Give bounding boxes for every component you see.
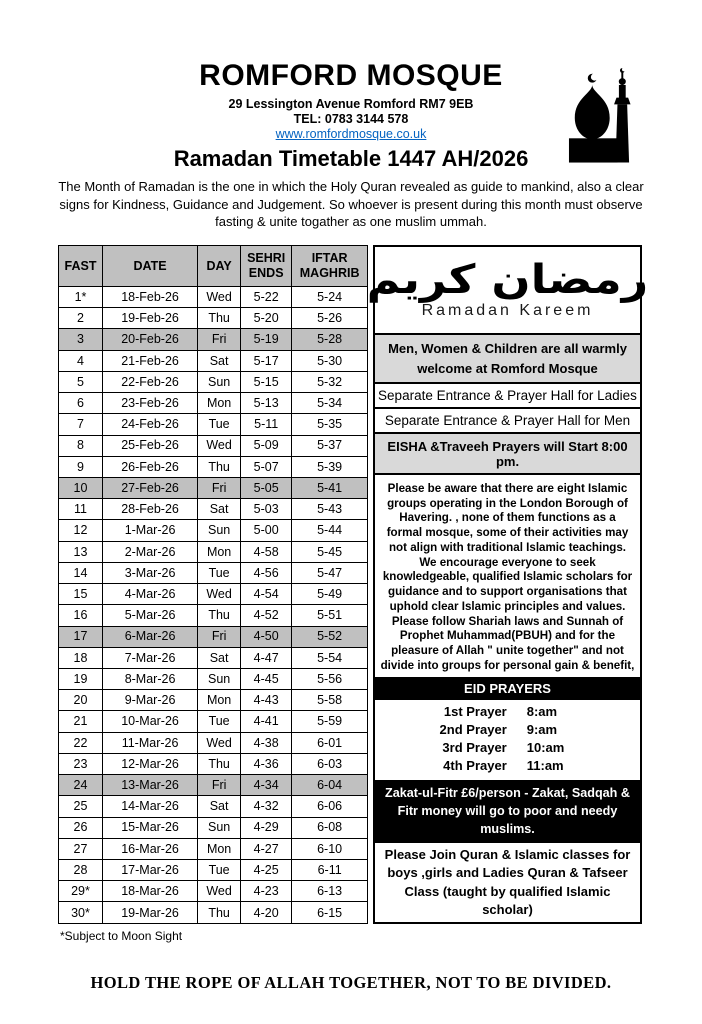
cell-fast: 11 <box>59 499 103 520</box>
document-subtitle: Ramadan Timetable 1447 AH/2026 <box>173 146 529 171</box>
column-header-iftar: IFTAR MAGHRIB <box>292 246 368 287</box>
cell-fast: 17 <box>59 626 103 647</box>
cell-fast: 16 <box>59 605 103 626</box>
cell-date: 18-Mar-26 <box>102 881 197 902</box>
cell-fast: 30* <box>59 902 103 924</box>
cell-iftar: 5-28 <box>292 329 368 350</box>
cell-fast: 21 <box>59 711 103 732</box>
cell-sehri: 4-23 <box>241 881 292 902</box>
cell-day: Mon <box>198 838 241 859</box>
eid-prayer-time: 8:am <box>526 704 558 720</box>
classes-notice: Please Join Quran & Islamic classes for boys ,girls and Ladies Quran & Tafseer Class (taught by qualified Islamic scholar) <box>375 841 640 922</box>
cell-fast: 12 <box>59 520 103 541</box>
cell-iftar: 5-39 <box>292 456 368 477</box>
cell-fast: 27 <box>59 838 103 859</box>
cell-date: 11-Mar-26 <box>102 732 197 753</box>
cell-sehri: 4-45 <box>241 668 292 689</box>
cell-iftar: 6-01 <box>292 732 368 753</box>
cell-day: Fri <box>198 626 241 647</box>
cell-sehri: 5-00 <box>241 520 292 541</box>
table-row <box>59 456 368 477</box>
cell-fast: 14 <box>59 562 103 583</box>
cell-day: Wed <box>198 732 241 753</box>
address-line: 29 Lessington Avenue Romford RM7 9EB <box>228 97 474 111</box>
cell-fast: 5 <box>59 371 103 392</box>
cell-iftar: 6-03 <box>292 753 368 774</box>
cell-iftar: 5-30 <box>292 350 368 371</box>
cell-date: 5-Mar-26 <box>102 605 197 626</box>
cell-day: Fri <box>198 775 241 796</box>
table-row <box>59 732 368 753</box>
cell-fast: 9 <box>59 456 103 477</box>
footer-quote: HOLD THE ROPE OF ALLAH TOGETHER, NOT TO BE DIVIDED. <box>90 973 612 992</box>
cell-iftar: 5-34 <box>292 393 368 414</box>
cell-day: Sun <box>198 520 241 541</box>
cell-fast: 2 <box>59 308 103 329</box>
cell-date: 3-Mar-26 <box>102 562 197 583</box>
table-row <box>59 287 368 308</box>
eid-prayer-label: 4th Prayer <box>443 758 507 774</box>
cell-day: Sun <box>198 668 241 689</box>
cell-date: 28-Feb-26 <box>102 499 197 520</box>
cell-sehri: 4-20 <box>241 902 292 924</box>
table-row <box>59 817 368 838</box>
cell-sehri: 5-19 <box>241 329 292 350</box>
website-link[interactable]: www.romfordmosque.co.uk <box>275 127 427 141</box>
table-row <box>59 308 368 329</box>
cell-iftar: 5-58 <box>292 690 368 711</box>
cell-fast: 10 <box>59 478 103 499</box>
cell-iftar: 5-41 <box>292 478 368 499</box>
cell-iftar: 5-52 <box>292 626 368 647</box>
intro-paragraph: The Month of Ramadan is the one in which the Holy Quran revealed as guide to mankind, also a clear signs for Kindness, Guidance and Judgement. So whoever is present during this month must observe fasting & unite togather as one muslim ummah. <box>58 179 644 230</box>
cell-fast: 26 <box>59 817 103 838</box>
cell-date: 6-Mar-26 <box>102 626 197 647</box>
cell-date: 18-Feb-26 <box>102 287 197 308</box>
table-row <box>59 711 368 732</box>
ladies-entrance-notice: Separate Entrance & Prayer Hall for Ladies <box>375 382 640 407</box>
cell-sehri: 5-15 <box>241 371 292 392</box>
table-row <box>59 584 368 605</box>
ramadan-kareem-label: Ramadan Kareem <box>421 302 594 320</box>
table-row <box>59 775 368 796</box>
cell-fast: 6 <box>59 393 103 414</box>
table-row <box>59 435 368 456</box>
moon-sight-footnote: *Subject to Moon Sight <box>60 929 183 943</box>
cell-day: Fri <box>198 329 241 350</box>
cell-day: Wed <box>198 881 241 902</box>
cell-date: 19-Mar-26 <box>102 902 197 924</box>
cell-day: Sat <box>198 499 241 520</box>
cell-iftar: 5-32 <box>292 371 368 392</box>
cell-date: 23-Feb-26 <box>102 393 197 414</box>
cell-fast: 4 <box>59 350 103 371</box>
cell-day: Sat <box>198 796 241 817</box>
cell-iftar: 5-43 <box>292 499 368 520</box>
cell-date: 14-Mar-26 <box>102 796 197 817</box>
cell-sehri: 5-20 <box>241 308 292 329</box>
cell-sehri: 5-17 <box>241 350 292 371</box>
cell-day: Mon <box>198 541 241 562</box>
cell-day: Wed <box>198 584 241 605</box>
table-row <box>59 329 368 350</box>
telephone-line: TEL: 0783 3144 578 <box>293 112 409 126</box>
eid-prayers-heading: EID PRAYERS <box>375 677 640 698</box>
cell-date: 9-Mar-26 <box>102 690 197 711</box>
cell-sehri: 4-54 <box>241 584 292 605</box>
eid-prayer-label: 2nd Prayer <box>439 722 507 738</box>
ramadan-timetable <box>58 245 368 924</box>
cell-sehri: 4-47 <box>241 647 292 668</box>
cell-fast: 20 <box>59 690 103 711</box>
cell-day: Thu <box>198 605 241 626</box>
welcome-notice: Men, Women & Children are all warmly welcome at Romford Mosque <box>375 333 640 382</box>
cell-date: 4-Mar-26 <box>102 584 197 605</box>
cell-sehri: 5-13 <box>241 393 292 414</box>
table-row <box>59 838 368 859</box>
cell-day: Tue <box>198 711 241 732</box>
cell-date: 16-Mar-26 <box>102 838 197 859</box>
men-entrance-notice: Separate Entrance & Prayer Hall for Men <box>375 407 640 432</box>
community-notice-part2: Please follow Shariah laws and Sunnah of Prophet Muhammad(PBUH) and for the pleasure of Allah " unite together" and not divide into groups for personal gain & benefit, <box>380 614 635 672</box>
cell-iftar: 5-49 <box>292 584 368 605</box>
cell-fast: 1* <box>59 287 103 308</box>
table-row <box>59 371 368 392</box>
cell-iftar: 6-06 <box>292 796 368 817</box>
zakat-notice: Zakat-ul-Fitr £6/person - Zakat, Sadqah & Fitr money will go to poor and needy muslims. <box>375 780 640 841</box>
eid-prayer-row <box>375 757 640 775</box>
cell-fast: 22 <box>59 732 103 753</box>
cell-day: Sun <box>198 371 241 392</box>
cell-sehri: 4-32 <box>241 796 292 817</box>
cell-date: 17-Mar-26 <box>102 859 197 880</box>
cell-day: Fri <box>198 478 241 499</box>
column-header-fast: FAST <box>59 246 103 287</box>
table-row <box>59 753 368 774</box>
table-row <box>59 520 368 541</box>
cell-iftar: 5-24 <box>292 287 368 308</box>
cell-sehri: 4-50 <box>241 626 292 647</box>
table-row <box>59 478 368 499</box>
cell-sehri: 5-03 <box>241 499 292 520</box>
table-row <box>59 541 368 562</box>
cell-day: Wed <box>198 287 241 308</box>
cell-iftar: 5-35 <box>292 414 368 435</box>
cell-fast: 8 <box>59 435 103 456</box>
cell-date: 12-Mar-26 <box>102 753 197 774</box>
cell-fast: 28 <box>59 859 103 880</box>
column-header-date: DATE <box>102 246 197 287</box>
cell-date: 22-Feb-26 <box>102 371 197 392</box>
cell-date: 19-Feb-26 <box>102 308 197 329</box>
cell-sehri: 4-27 <box>241 838 292 859</box>
eid-prayer-time: 11:am <box>526 758 564 774</box>
cell-sehri: 4-58 <box>241 541 292 562</box>
cell-sehri: 5-11 <box>241 414 292 435</box>
table-row <box>59 668 368 689</box>
cell-day: Thu <box>198 308 241 329</box>
eid-prayer-label: 1st Prayer <box>443 704 507 720</box>
cell-day: Tue <box>198 562 241 583</box>
table-row <box>59 859 368 880</box>
cell-sehri: 4-41 <box>241 711 292 732</box>
cell-fast: 23 <box>59 753 103 774</box>
cell-fast: 24 <box>59 775 103 796</box>
table-row <box>59 647 368 668</box>
cell-fast: 19 <box>59 668 103 689</box>
eid-prayer-row <box>375 739 640 757</box>
timetable-header-row <box>59 246 368 287</box>
cell-iftar: 5-51 <box>292 605 368 626</box>
cell-date: 21-Feb-26 <box>102 350 197 371</box>
cell-iftar: 5-44 <box>292 520 368 541</box>
table-row <box>59 902 368 924</box>
cell-sehri: 4-52 <box>241 605 292 626</box>
eid-prayer-row <box>375 703 640 721</box>
table-row <box>59 881 368 902</box>
cell-day: Thu <box>198 902 241 924</box>
eisha-prayers-notice: EISHA &Traveeh Prayers will Start 8:00 pm. <box>375 432 640 473</box>
cell-iftar: 6-15 <box>292 902 368 924</box>
cell-fast: 7 <box>59 414 103 435</box>
cell-fast: 18 <box>59 647 103 668</box>
cell-iftar: 6-11 <box>292 859 368 880</box>
arabic-calligraphy: رمضان كريم <box>366 257 649 304</box>
table-row <box>59 499 368 520</box>
cell-iftar: 5-54 <box>292 647 368 668</box>
cell-fast: 25 <box>59 796 103 817</box>
cell-iftar: 5-59 <box>292 711 368 732</box>
info-panel <box>366 245 649 924</box>
cell-day: Thu <box>198 753 241 774</box>
cell-day: Thu <box>198 456 241 477</box>
cell-iftar: 6-08 <box>292 817 368 838</box>
cell-iftar: 6-13 <box>292 881 368 902</box>
cell-date: 7-Mar-26 <box>102 647 197 668</box>
table-row <box>59 796 368 817</box>
table-row <box>59 350 368 371</box>
cell-date: 24-Feb-26 <box>102 414 197 435</box>
cell-date: 13-Mar-26 <box>102 775 197 796</box>
cell-sehri: 4-36 <box>241 753 292 774</box>
cell-date: 2-Mar-26 <box>102 541 197 562</box>
cell-fast: 15 <box>59 584 103 605</box>
cell-sehri: 4-43 <box>241 690 292 711</box>
column-header-day: DAY <box>198 246 241 287</box>
cell-iftar: 5-47 <box>292 562 368 583</box>
cell-date: 8-Mar-26 <box>102 668 197 689</box>
cell-date: 25-Feb-26 <box>102 435 197 456</box>
cell-fast: 29* <box>59 881 103 902</box>
cell-day: Wed <box>198 435 241 456</box>
cell-day: Sat <box>198 647 241 668</box>
cell-date: 10-Mar-26 <box>102 711 197 732</box>
main-content <box>58 245 649 924</box>
cell-sehri: 5-09 <box>241 435 292 456</box>
cell-sehri: 5-07 <box>241 456 292 477</box>
ramadan-kareem-banner <box>366 247 649 333</box>
table-row <box>59 562 368 583</box>
cell-fast: 13 <box>59 541 103 562</box>
eid-prayers-list <box>375 698 640 780</box>
table-row <box>59 414 368 435</box>
cell-day: Sun <box>198 817 241 838</box>
cell-fast: 3 <box>59 329 103 350</box>
cell-date: 1-Mar-26 <box>102 520 197 541</box>
table-row <box>59 393 368 414</box>
cell-sehri: 4-29 <box>241 817 292 838</box>
cell-date: 20-Feb-26 <box>102 329 197 350</box>
cell-date: 26-Feb-26 <box>102 456 197 477</box>
cell-iftar: 6-10 <box>292 838 368 859</box>
cell-day: Mon <box>198 690 241 711</box>
cell-iftar: 5-26 <box>292 308 368 329</box>
cell-iftar: 5-37 <box>292 435 368 456</box>
cell-sehri: 4-25 <box>241 859 292 880</box>
cell-date: 27-Feb-26 <box>102 478 197 499</box>
eid-prayer-row <box>375 721 640 739</box>
mosque-icon <box>568 66 632 166</box>
cell-day: Sat <box>198 350 241 371</box>
eid-prayer-time: 10:am <box>526 740 565 756</box>
column-header-sehri: SEHRI ENDS <box>241 246 292 287</box>
cell-sehri: 5-22 <box>241 287 292 308</box>
table-row <box>59 605 368 626</box>
table-row <box>59 626 368 647</box>
cell-iftar: 5-45 <box>292 541 368 562</box>
page-title: ROMFORD MOSQUE <box>199 59 503 92</box>
eid-prayer-time: 9:am <box>526 722 558 738</box>
community-notice <box>375 473 640 677</box>
cell-sehri: 4-38 <box>241 732 292 753</box>
community-notice-part1: Please be aware that there are eight Islamic groups operating in the London Borough of Havering. , none of them functions as a formal mosque, some of their activities may not align with traditional Islamic teachings. We encourage everyone to seek knowledgeable, qualified Islamic scholars for guidance and to support organisations that uphold clear Islamic principles and values. <box>382 482 633 613</box>
cell-day: Tue <box>198 414 241 435</box>
cell-day: Mon <box>198 393 241 414</box>
cell-day: Tue <box>198 859 241 880</box>
cell-sehri: 4-56 <box>241 562 292 583</box>
cell-sehri: 5-05 <box>241 478 292 499</box>
cell-date: 15-Mar-26 <box>102 817 197 838</box>
cell-iftar: 6-04 <box>292 775 368 796</box>
eid-prayer-label: 3rd Prayer <box>442 740 507 756</box>
cell-iftar: 5-56 <box>292 668 368 689</box>
table-row <box>59 690 368 711</box>
cell-sehri: 4-34 <box>241 775 292 796</box>
